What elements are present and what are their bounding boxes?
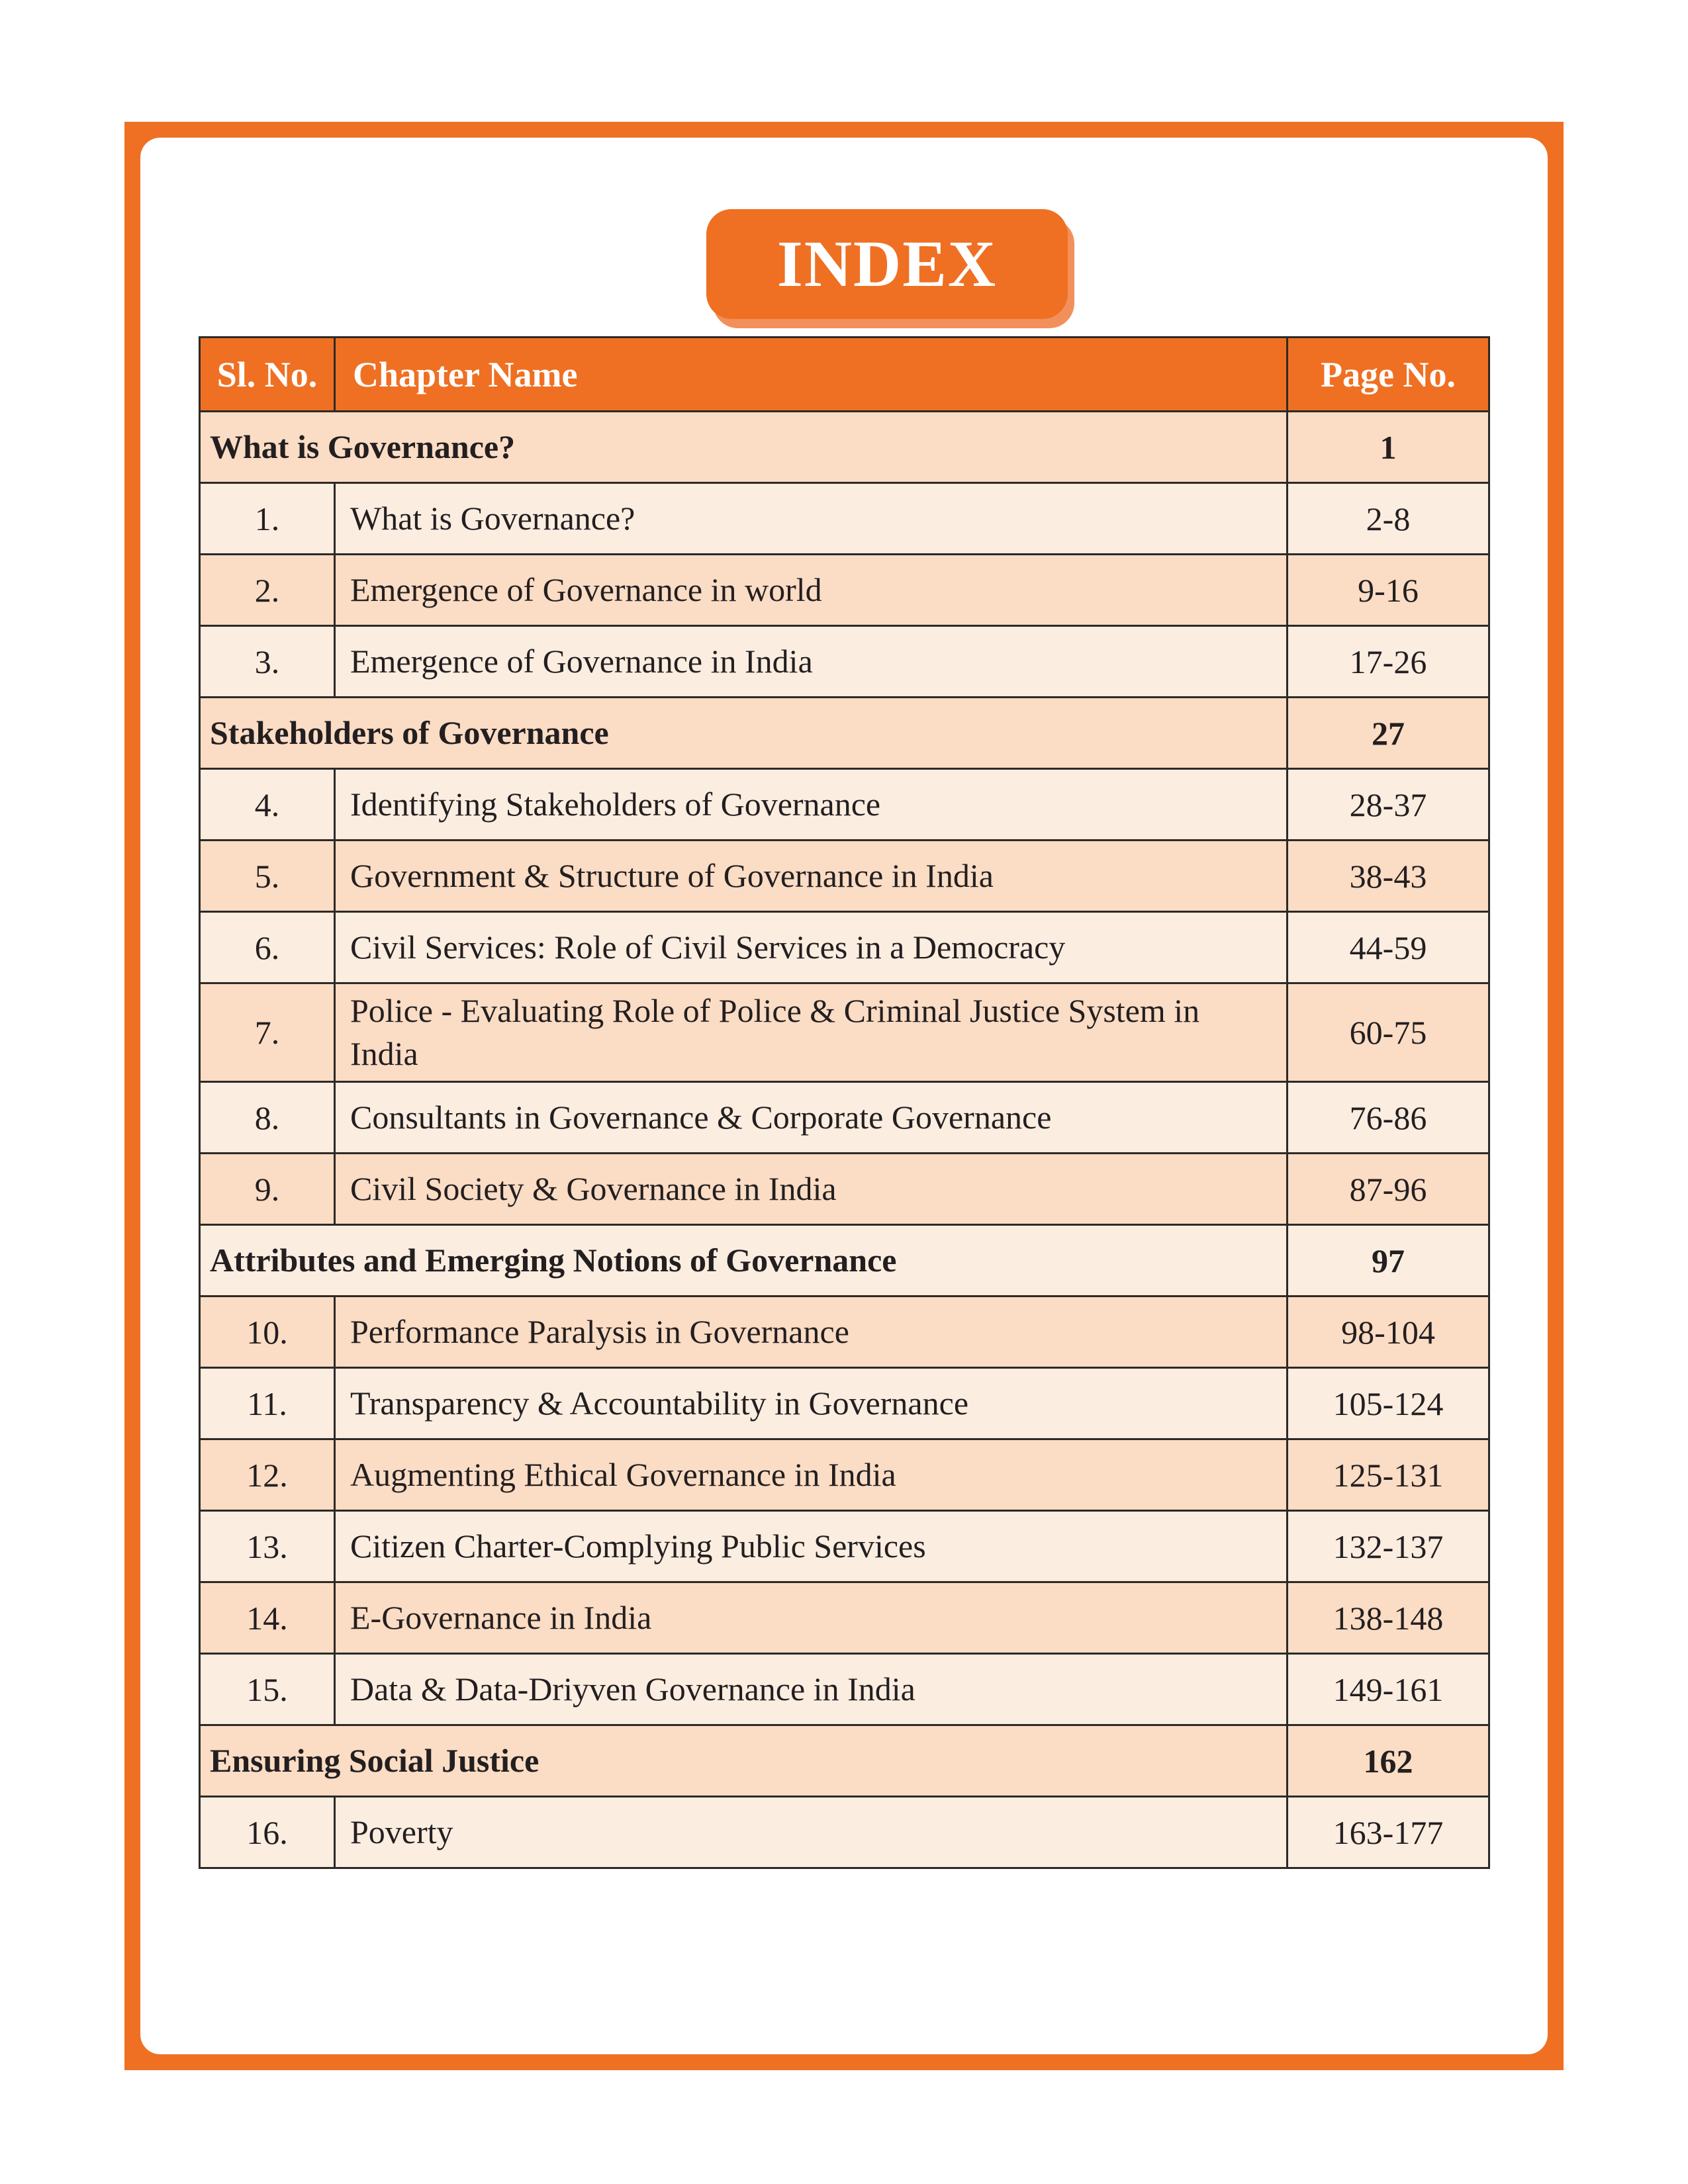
page-no-cell: 1 <box>1288 412 1489 483</box>
chapter-name-cell: Augmenting Ethical Governance in India <box>335 1439 1288 1511</box>
section-row <box>200 412 1489 483</box>
page-no-cell: 125-131 <box>1288 1439 1489 1511</box>
page-no-cell: 162 <box>1288 1725 1489 1797</box>
chapter-row <box>200 1439 1489 1511</box>
sl-no-cell: 13. <box>200 1511 335 1582</box>
page-no-cell: 105-124 <box>1288 1368 1489 1439</box>
section-title-cell: Stakeholders of Governance <box>200 698 1288 769</box>
sl-no-cell: 4. <box>200 769 335 841</box>
sl-no-cell: 16. <box>200 1797 335 1868</box>
page-no-cell: 163-177 <box>1288 1797 1489 1868</box>
page-no-cell: 98-104 <box>1288 1297 1489 1368</box>
sl-no-cell: 11. <box>200 1368 335 1439</box>
header-page-no: Page No. <box>1288 338 1489 412</box>
page-no-cell: 44-59 <box>1288 912 1489 983</box>
sl-no-cell: 15. <box>200 1654 335 1725</box>
page-no-cell: 76-86 <box>1288 1082 1489 1154</box>
page-no-cell: 9-16 <box>1288 555 1489 626</box>
chapter-row <box>200 1582 1489 1654</box>
page-no-cell: 132-137 <box>1288 1511 1489 1582</box>
sl-no-cell: 1. <box>200 483 335 555</box>
chapter-name-cell: E-Governance in India <box>335 1582 1288 1654</box>
table-header-row <box>200 338 1489 412</box>
page-no-cell: 87-96 <box>1288 1154 1489 1225</box>
sl-no-cell: 7. <box>200 983 335 1082</box>
chapter-row <box>200 1654 1489 1725</box>
chapter-row <box>200 1082 1489 1154</box>
chapter-row <box>200 1511 1489 1582</box>
page-no-cell: 28-37 <box>1288 769 1489 841</box>
page-no-cell: 27 <box>1288 698 1489 769</box>
chapter-name-cell: Performance Paralysis in Governance <box>335 1297 1288 1368</box>
chapter-row <box>200 769 1489 841</box>
page-no-cell: 149-161 <box>1288 1654 1489 1725</box>
sl-no-cell: 10. <box>200 1297 335 1368</box>
chapter-row <box>200 555 1489 626</box>
sl-no-cell: 3. <box>200 626 335 698</box>
chapter-name-cell: Civil Services: Role of Civil Services in a Democracy <box>335 912 1288 983</box>
page-no-cell: 138-148 <box>1288 1582 1489 1654</box>
page-no-cell: 2-8 <box>1288 483 1489 555</box>
sl-no-cell: 9. <box>200 1154 335 1225</box>
header-sl-no: Sl. No. <box>200 338 335 412</box>
page-no-cell: 17-26 <box>1288 626 1489 698</box>
section-row <box>200 698 1489 769</box>
chapter-name-cell: Transparency & Accountability in Governance <box>335 1368 1288 1439</box>
index-table <box>199 336 1490 1869</box>
index-title-banner <box>706 209 1068 319</box>
sl-no-cell: 14. <box>200 1582 335 1654</box>
page-no-cell: 38-43 <box>1288 841 1489 912</box>
chapter-name-cell: Citizen Charter-Complying Public Services <box>335 1511 1288 1582</box>
section-row <box>200 1725 1489 1797</box>
chapter-name-cell: Government & Structure of Governance in India <box>335 841 1288 912</box>
chapter-row <box>200 626 1489 698</box>
section-row <box>200 1225 1489 1297</box>
chapter-row <box>200 983 1489 1082</box>
chapter-row <box>200 1154 1489 1225</box>
chapter-row <box>200 483 1489 555</box>
chapter-name-cell: Emergence of Governance in world <box>335 555 1288 626</box>
chapter-name-cell: Poverty <box>335 1797 1288 1868</box>
page-title: INDEX <box>776 227 998 300</box>
section-title-cell: What is Governance? <box>200 412 1288 483</box>
section-title-cell: Attributes and Emerging Notions of Governance <box>200 1225 1288 1297</box>
chapter-name-cell: Emergence of Governance in India <box>335 626 1288 698</box>
chapter-name-cell: Civil Society & Governance in India <box>335 1154 1288 1225</box>
chapter-row <box>200 1297 1489 1368</box>
chapter-row <box>200 1368 1489 1439</box>
page-no-cell: 97 <box>1288 1225 1489 1297</box>
chapter-name-cell: What is Governance? <box>335 483 1288 555</box>
chapter-row <box>200 912 1489 983</box>
sl-no-cell: 6. <box>200 912 335 983</box>
chapter-name-cell: Consultants in Governance & Corporate Governance <box>335 1082 1288 1154</box>
sl-no-cell: 12. <box>200 1439 335 1511</box>
chapter-name-cell: Data & Data-Driyven Governance in India <box>335 1654 1288 1725</box>
chapter-row <box>200 1797 1489 1868</box>
chapter-row <box>200 841 1489 912</box>
header-chapter-name: Chapter Name <box>335 338 1288 412</box>
section-title-cell: Ensuring Social Justice <box>200 1725 1288 1797</box>
chapter-name-cell: Police - Evaluating Role of Police & Criminal Justice System in India <box>335 983 1288 1082</box>
sl-no-cell: 2. <box>200 555 335 626</box>
page-no-cell: 60-75 <box>1288 983 1489 1082</box>
sl-no-cell: 8. <box>200 1082 335 1154</box>
chapter-name-cell: Identifying Stakeholders of Governance <box>335 769 1288 841</box>
sl-no-cell: 5. <box>200 841 335 912</box>
